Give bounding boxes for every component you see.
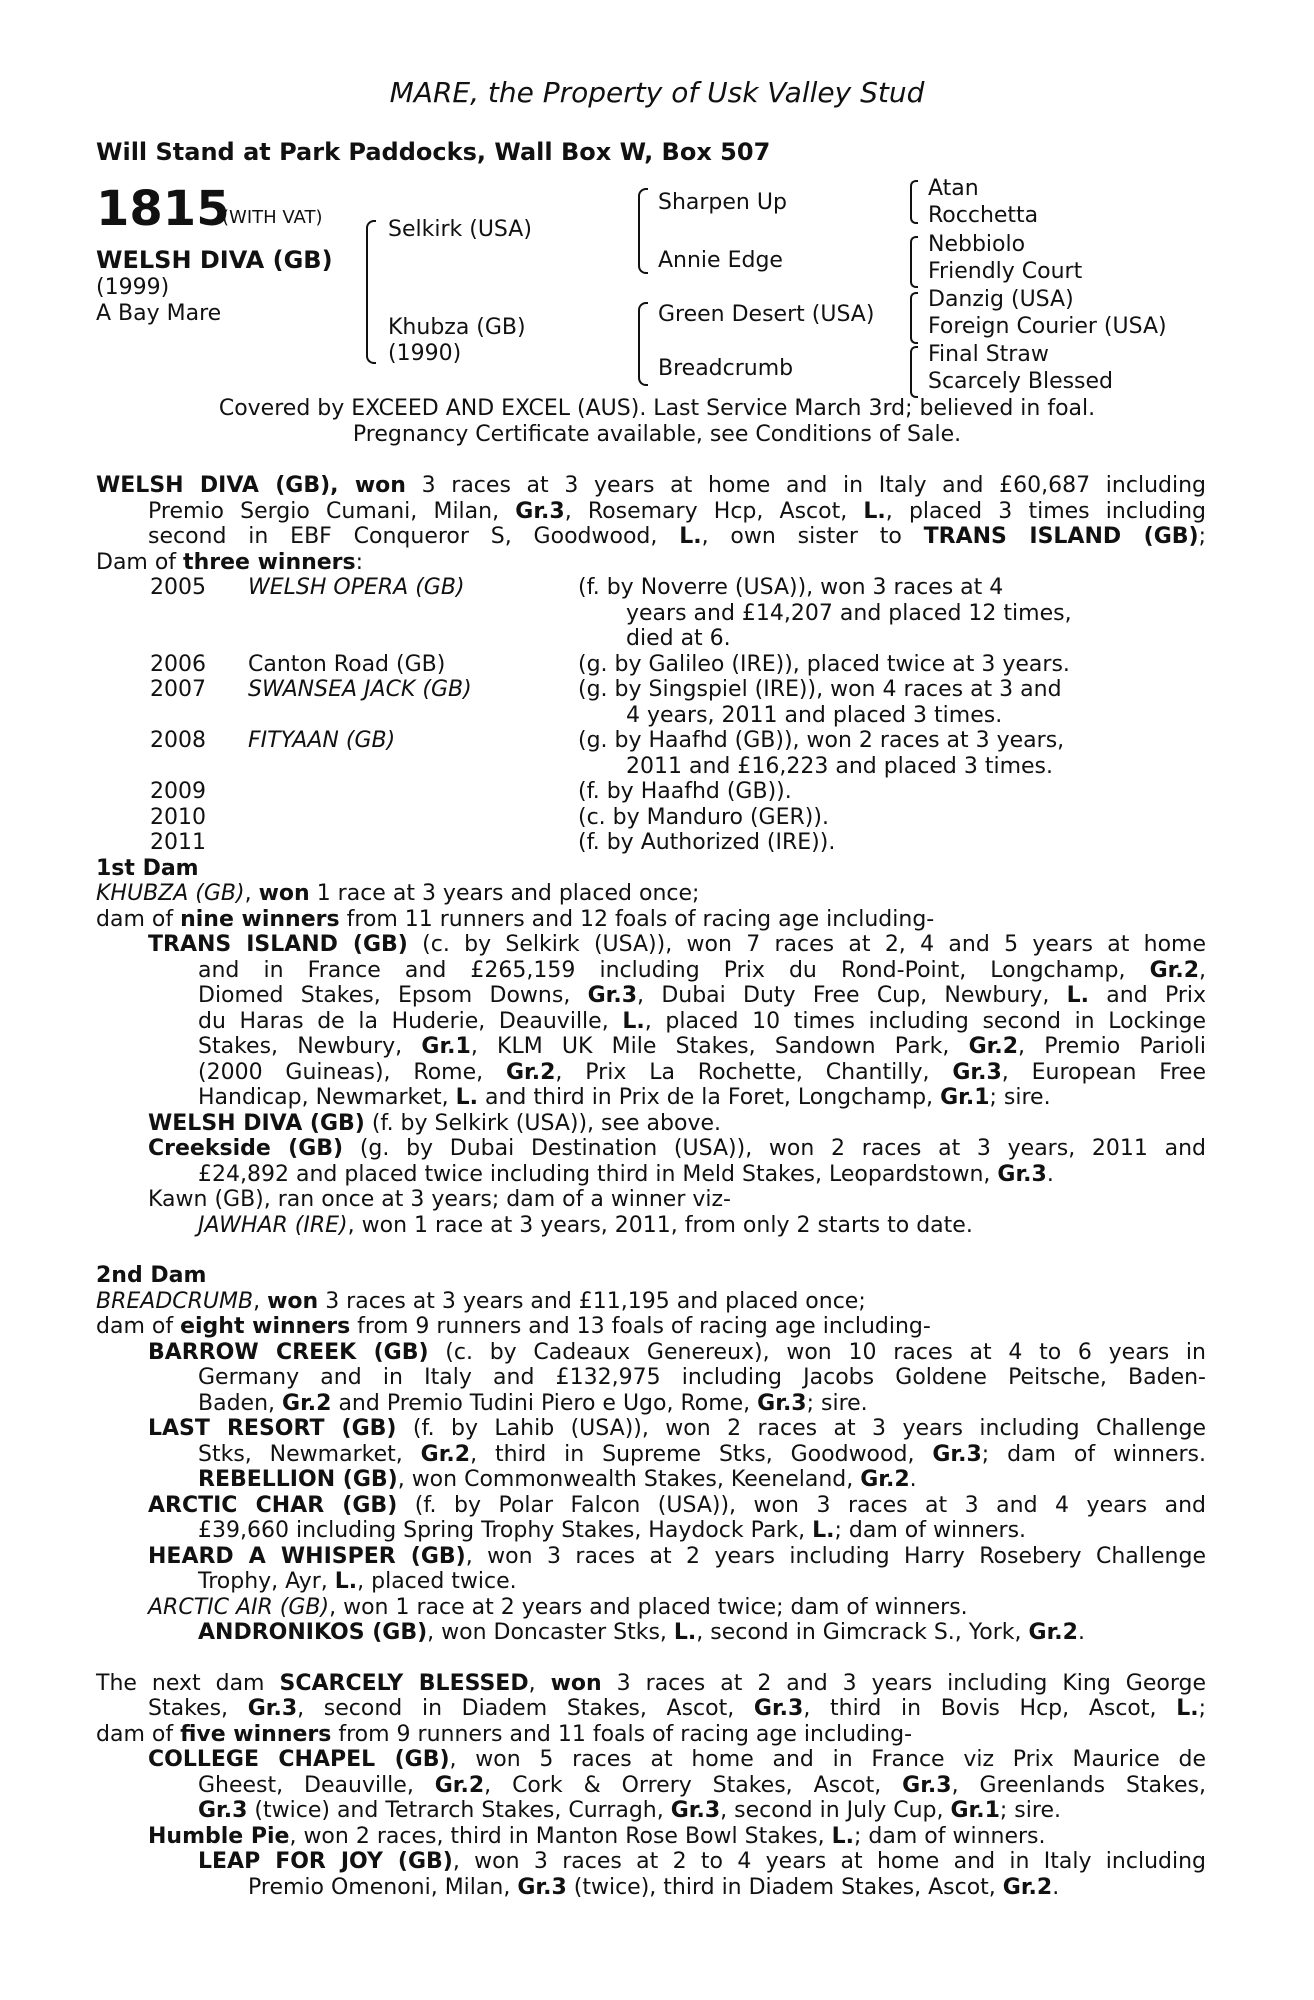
para-line: second in EBF Conqueror S, Goodwood, L., own sister to TRANS ISLAND (GB); <box>148 524 1206 549</box>
produce-row: 2007 SWANSEA JACK (GB) (g. by Singspiel (IRE)), won 4 races at 3 and <box>150 677 1062 702</box>
second-dam-heading: 2nd Dam <box>96 1263 207 1288</box>
para-line: dam of nine winners from 11 runners and 12 foals of racing age including- <box>96 906 935 932</box>
produce-row-cont: years and £14,207 and placed 12 times, <box>626 600 1072 626</box>
pedigree-sd-sire: Nebbiolo <box>928 232 1026 257</box>
para-line: dam of eight winners from 9 runners and 13 foals of racing age including- <box>96 1314 931 1339</box>
para-line: Premio Omenoni, Milan, Gr.3 (twice), third in Diadem Stakes, Ascot, Gr.2. <box>248 1874 1060 1900</box>
para-line: COLLEGE CHAPEL (GB), won 5 races at home and in France viz Prix Maurice de <box>148 1747 1206 1772</box>
para-line: The next dam SCARCELY BLESSED, won 3 races at 2 and 3 years including King George <box>96 1670 1206 1696</box>
para-line: Diomed Stakes, Epsom Downs, Gr.3, Dubai Duty Free Cup, Newbury, L. and Prix <box>198 983 1207 1008</box>
para-line: Premio Sergio Cumani, Milan, Gr.3, Rosemary Hcp, Ascot, L., placed 3 times including <box>148 498 1206 524</box>
pedigree-sire: Selkirk (USA) <box>388 217 532 242</box>
para-line: REBELLION (GB), won Commonwealth Stakes, Keeneland, Gr.2. <box>198 1467 917 1492</box>
para-line: KHUBZA (GB), won 1 race at 3 years and placed once; <box>96 881 700 906</box>
produce-row: 2009 (f. by Haafhd (GB)). <box>150 779 792 804</box>
para-line: BREADCRUMB, won 3 races at 3 years and £11,195 and placed once; <box>96 1288 866 1314</box>
para-line: £39,660 including Spring Trophy Stakes, Haydock Park, L.; dam of winners. <box>198 1518 1027 1543</box>
pedigree-ss-dam: Rocchetta <box>928 203 1039 228</box>
produce-row: 2006 Canton Road (GB) (g. by Galileo (IRE)), placed twice at 3 years. <box>150 651 1070 677</box>
horse-name: WELSH DIVA (GB) <box>96 246 333 274</box>
pedigree-ds-dam: Foreign Courier (USA) <box>928 314 1167 339</box>
pedigree-bracket-dam <box>638 302 648 386</box>
para-line: (2000 Guineas), Rome, Gr.2, Prix La Rochette, Chantilly, Gr.3, European Free <box>198 1059 1206 1085</box>
page-title: MARE, the Property of Usk Valley Stud <box>389 76 925 109</box>
pedigree-sire-sire: Sharpen Up <box>658 190 787 215</box>
produce-row-cont: died at 6. <box>626 626 731 651</box>
para-line: Stakes, Gr.3, second in Diadem Stakes, Ascot, Gr.3, third in Bovis Hcp, Ascot, L.; <box>148 1696 1206 1721</box>
produce-row-cont: 4 years, 2011 and placed 3 times. <box>626 702 1003 728</box>
produce-row-cont: 2011 and £16,223 and placed 3 times. <box>626 753 1054 779</box>
produce-row: 2011 (f. by Authorized (IRE)). <box>150 830 836 855</box>
para-line: LEAP FOR JOY (GB), won 3 races at 2 to 4 years at home and in Italy including <box>198 1849 1206 1874</box>
pregnancy-note: Pregnancy Certificate available, see Conditions of Sale. <box>352 422 962 447</box>
para-line: dam of five winners from 9 runners and 11 foals of racing age including- <box>96 1721 913 1747</box>
para-line: Gheest, Deauville, Gr.2, Cork & Orrery Stakes, Ascot, Gr.3, Greenlands Stakes, <box>198 1772 1206 1798</box>
para-line: LAST RESORT (GB) (f. by Lahib (USA)), won 2 races at 3 years including Challenge <box>148 1416 1206 1441</box>
para-line: WELSH DIVA (GB) (f. by Selkirk (USA)), see above. <box>148 1110 722 1136</box>
pedigree-dam: Khubza (GB) <box>388 315 526 340</box>
pedigree-bracket-main <box>366 220 376 364</box>
horse-description: A Bay Mare <box>96 301 222 326</box>
para-line: Baden, Gr.2 and Premio Tudini Piero e Ugo, Rome, Gr.3; sire. <box>198 1390 868 1416</box>
para-line: £24,892 and placed twice including third in Meld Stakes, Leopardstown, Gr.3. <box>198 1161 1054 1187</box>
para-line: Gr.3 (twice) and Tetrarch Stakes, Curragh, Gr.3, second in July Cup, Gr.1; sire. <box>198 1798 1061 1823</box>
para-line: Stakes, Newbury, Gr.1, KLM UK Mile Stakes, Sandown Park, Gr.2, Premio Parioli <box>198 1034 1206 1059</box>
para-line: ANDRONIKOS (GB), won Doncaster Stks, L., second in Gimcrack S., York, Gr.2. <box>198 1620 1085 1645</box>
para-line: Creekside (GB) (g. by Dubai Destination (USA)), won 2 races at 3 years, 2011 and <box>148 1136 1207 1161</box>
pedigree-sd-dam: Friendly Court <box>928 259 1083 284</box>
para-line: HEARD A WHISPER (GB), won 3 races at 2 years including Harry Rosebery Challenge <box>148 1543 1206 1569</box>
para-line: Humble Pie, won 2 races, third in Manton Rose Bowl Stakes, L.; dam of winners. <box>148 1823 1046 1849</box>
lot-number: 1815 <box>96 181 230 237</box>
pedigree-dd-sire: Final Straw <box>928 342 1049 367</box>
para-line: Trophy, Ayr, L., placed twice. <box>198 1569 517 1594</box>
para-line: BARROW CREEK (GB) (c. by Cadeaux Genereux), won 10 races at 4 to 6 years in <box>148 1339 1206 1365</box>
para-line: Stks, Newmarket, Gr.2, third in Supreme Stks, Goodwood, Gr.3; dam of winners. <box>198 1441 1206 1467</box>
produce-row: 2010 (c. by Manduro (GER)). <box>150 804 829 830</box>
produce-row: 2008 FITYAAN (GB) (g. by Haafhd (GB)), won 2 races at 3 years, <box>150 728 1065 753</box>
covering-note: Covered by EXCEED AND EXCEL (AUS). Last Service March 3rd; believed in foal. <box>218 396 1096 421</box>
pedigree-dam-sire: Green Desert (USA) <box>658 302 875 327</box>
pedigree-ds-sire: Danzig (USA) <box>928 287 1074 312</box>
para-line: TRANS ISLAND (GB) (c. by Selkirk (USA)), won 7 races at 2, 4 and 5 years at home <box>148 932 1206 957</box>
vat-note: (WITH VAT) <box>222 207 323 228</box>
para-line: Handicap, Newmarket, L. and third in Prix de la Foret, Longchamp, Gr.1; sire. <box>198 1085 1051 1110</box>
para-line: WELSH DIVA (GB), won 3 races at 3 years at home and in Italy and £60,687 including <box>96 473 1206 498</box>
para-line: Dam of three winners: <box>96 549 364 575</box>
stand-location: Will Stand at Park Paddocks, Wall Box W, Box 507 <box>96 138 771 166</box>
pedigree-bracket-ds <box>910 292 918 344</box>
first-dam-heading: 1st Dam <box>96 855 199 881</box>
pedigree-dam-year: (1990) <box>388 341 462 366</box>
pedigree-dam-dam: Breadcrumb <box>658 356 794 381</box>
pedigree-bracket-dd <box>910 346 918 398</box>
pedigree-dd-dam: Scarcely Blessed <box>928 369 1114 394</box>
pedigree-sire-dam: Annie Edge <box>658 248 783 273</box>
produce-row: 2005 WELSH OPERA (GB) (f. by Noverre (USA)), won 3 races at 4 <box>150 575 1004 600</box>
para-line: ARCTIC AIR (GB), won 1 race at 2 years and placed twice; dam of winners. <box>148 1594 968 1620</box>
pedigree-bracket-ss <box>910 180 918 224</box>
horse-year: (1999) <box>96 275 170 300</box>
pedigree-bracket-sd <box>910 236 918 288</box>
para-line: JAWHAR (IRE), won 1 race at 3 years, 2011, from only 2 starts to date. <box>198 1212 973 1238</box>
para-line: du Haras de la Huderie, Deauville, L., placed 10 times including second in Lockinge <box>198 1008 1206 1034</box>
pedigree-bracket-sire <box>638 188 648 274</box>
para-line: Kawn (GB), ran once at 3 years; dam of a winner viz- <box>148 1187 731 1212</box>
para-line: ARCTIC CHAR (GB) (f. by Polar Falcon (USA)), won 3 races at 3 and 4 years and <box>148 1492 1206 1518</box>
produce-record <box>96 473 1206 1900</box>
pedigree-ss-sire: Atan <box>928 176 979 201</box>
para-line: and in France and £265,159 including Prix du Rond-Point, Longchamp, Gr.2, <box>198 957 1206 983</box>
para-line: Germany and in Italy and £132,975 including Jacobs Goldene Peitsche, Baden- <box>198 1365 1206 1390</box>
